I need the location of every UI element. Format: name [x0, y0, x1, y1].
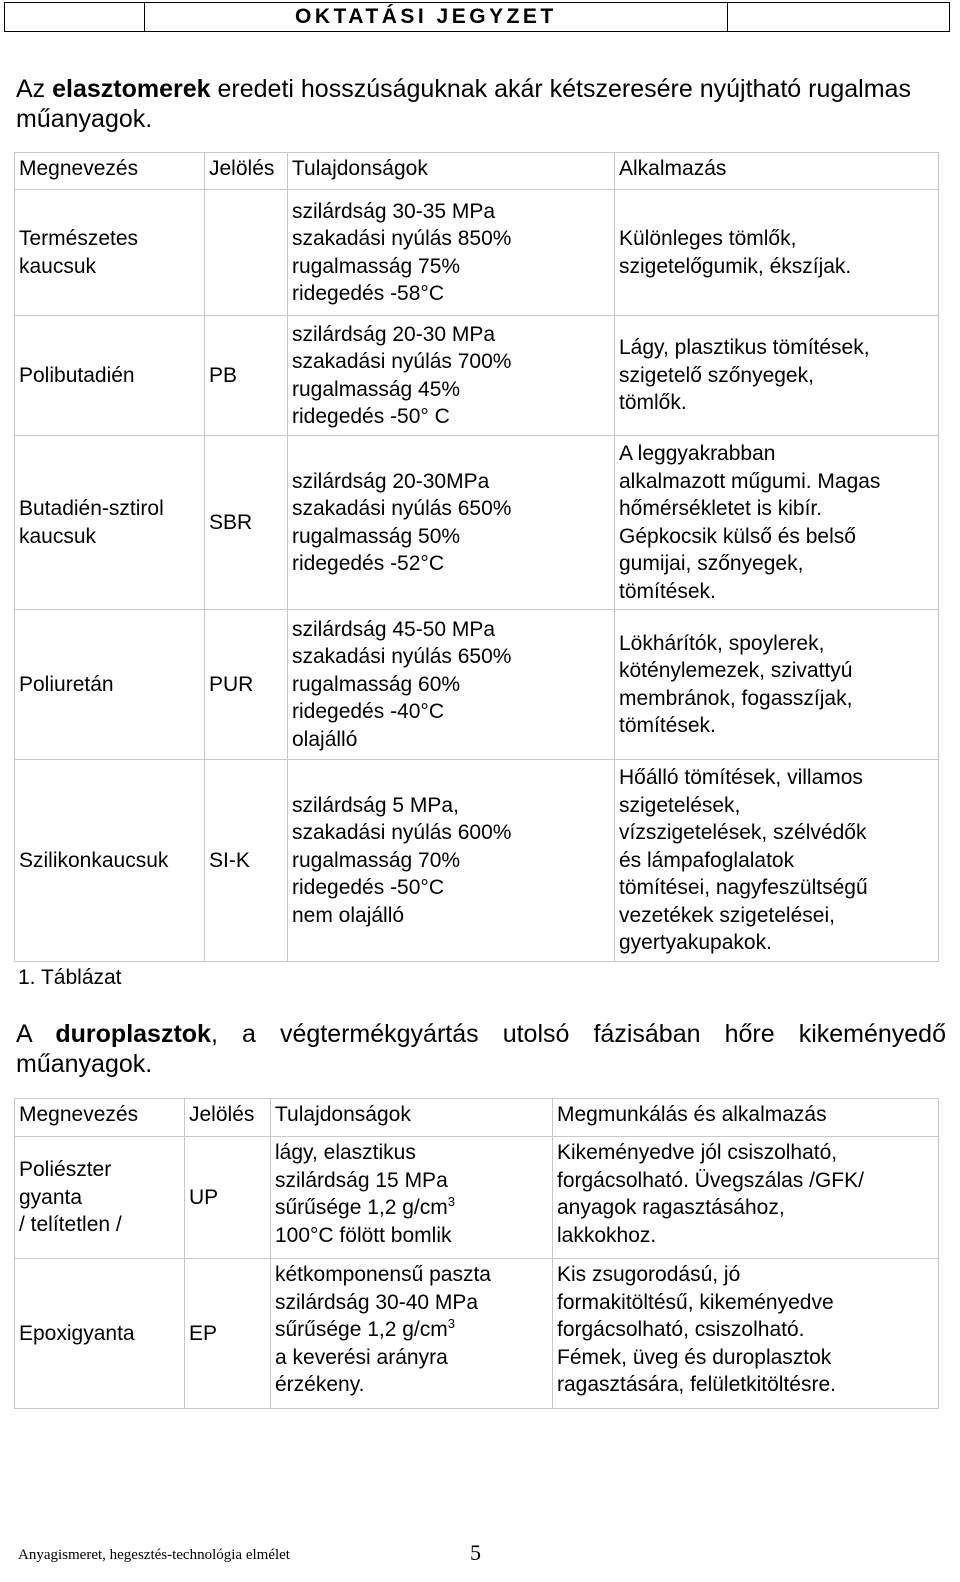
material-application: [615, 610, 939, 760]
material-properties-line: rugalmasság 60%: [292, 672, 461, 696]
material-code: UP: [185, 1137, 271, 1259]
col-header-name: Megnevezés: [15, 1099, 185, 1137]
material-application: [615, 760, 939, 962]
material-application-line: tömítések.: [619, 714, 716, 737]
material-properties-line: szilárdság 5 MPa,: [292, 793, 459, 817]
material-name: [15, 190, 205, 316]
material-name-line: Természetes: [19, 227, 139, 250]
material-name-line: gyanta: [19, 1185, 83, 1209]
col-header-code: Jelölés: [185, 1099, 271, 1137]
material-code: PUR: [205, 610, 288, 760]
material-application: [553, 1259, 939, 1409]
material-name-line: kaucsuk: [19, 524, 97, 548]
col-header-code: Jelölés: [205, 153, 288, 190]
material-properties-line: ridegedés -50° C: [292, 405, 450, 428]
material-application-line: szigetelőgumik, ékszíjak.: [619, 254, 852, 278]
material-properties-line: szakadási nyúlás 650%: [292, 645, 512, 669]
material-application-line: gumijai, szőnyegek,: [619, 552, 804, 575]
material-application: [615, 436, 939, 610]
material-properties: [288, 316, 615, 436]
col-header-name: Megnevezés: [15, 153, 205, 190]
material-application-line: tömítések.: [619, 579, 716, 603]
material-code: SI-K: [205, 760, 288, 962]
table-row: [15, 760, 939, 962]
material-application-line: tömlők.: [619, 391, 687, 415]
material-properties-line: érzékeny.: [275, 1373, 365, 1396]
material-application-line: lakkokhoz.: [557, 1223, 657, 1247]
material-application-line: vízszigetelések, szélvédők: [619, 821, 867, 845]
material-name: [15, 316, 205, 436]
density-exponent: 3: [447, 1316, 455, 1331]
elastomer-table: [14, 152, 939, 962]
table-caption: 1. Táblázat: [18, 966, 122, 989]
material-properties-line: 100°C fölött bomlik: [275, 1223, 452, 1247]
material-name: [15, 610, 205, 760]
material-properties-line: ridegedés -52°C: [292, 552, 444, 575]
material-code: EP: [185, 1259, 271, 1409]
material-application-line: és lámpafoglalatok: [619, 848, 795, 872]
material-properties-line: szilárdság 15 MPa: [275, 1168, 448, 1192]
table-row: [15, 610, 939, 760]
material-properties-line: szakadási nyúlás 600%: [292, 821, 512, 845]
material-application-line: Fémek, üveg és duroplasztok: [557, 1345, 832, 1369]
material-application-line: membránok, fogasszíjak,: [619, 686, 853, 710]
material-application-line: formakitöltésű, kikeményedve: [557, 1290, 834, 1314]
footer-course-title: Anyagismeret, hegesztés-technológia elmélet: [18, 1547, 290, 1563]
material-properties-line: olajálló: [292, 727, 358, 751]
table-row: [15, 1137, 939, 1259]
material-properties-line: szilárdság 45-50 MPa: [292, 617, 496, 641]
density-line: [275, 1316, 548, 1344]
material-application: [615, 316, 939, 436]
page-number: 5: [470, 1540, 481, 1565]
col-header-properties: Tulajdonságok: [271, 1099, 553, 1137]
material-properties-line: szilárdság 30-35 MPa: [292, 199, 496, 223]
header-title: OKTATÁSI JEGYZET: [145, 3, 728, 31]
table-row: [15, 190, 939, 316]
density-line: [275, 1194, 548, 1222]
material-name-line: kaucsuk: [19, 254, 97, 278]
material-properties: [288, 436, 615, 610]
material-properties-line: szilárdság 20-30MPa: [292, 469, 490, 493]
material-application-line: tömítései, nagyfeszültségű: [619, 876, 868, 900]
intro-elastomers: Az elasztomerek eredeti hosszúságuknak akár kétszeresére nyújtható rugalmas műanyagok.: [16, 75, 911, 133]
material-application-line: Kis zsugorodású, jó: [557, 1263, 741, 1286]
material-name-line: Epoxigyanta: [19, 1321, 135, 1345]
term-duroplasts: duroplasztok: [55, 1020, 211, 1048]
material-application-line: vezetékek szigetelései,: [619, 903, 835, 927]
material-application-line: szigetelő szőnyegek,: [619, 363, 814, 387]
material-properties-line: szilárdság 20-30 MPa: [292, 322, 496, 346]
material-properties: [288, 610, 615, 760]
col-header-properties: Tulajdonságok: [288, 153, 615, 190]
material-name-line: Poliuretán: [19, 672, 114, 696]
material-application-line: Gépkocsik külső és belső: [619, 524, 856, 548]
density-text: sűrűsége 1,2 g/cm: [275, 1196, 448, 1219]
material-code: [205, 190, 288, 316]
material-name: [15, 1259, 185, 1409]
table-row: [15, 1259, 939, 1409]
material-properties-line: kétkomponensű paszta: [275, 1263, 491, 1286]
material-properties-line: a keverési arányra: [275, 1345, 448, 1369]
term-elastomers: elasztomerek: [52, 75, 211, 103]
material-properties: [271, 1137, 553, 1259]
col-header-application: Alkalmazás: [615, 153, 939, 190]
table-row: [15, 436, 939, 610]
material-application-line: Különleges tömlők,: [619, 227, 797, 250]
material-properties-line: nem olajálló: [292, 903, 405, 927]
material-properties-line: szakadási nyúlás 850%: [292, 227, 512, 250]
material-name: [15, 760, 205, 962]
material-name-line: Poliészter: [19, 1158, 112, 1182]
material-application-line: köténylemezek, szivattyú: [619, 659, 853, 682]
page-header: [4, 2, 950, 32]
material-application-line: gyertyakupakok.: [619, 931, 772, 955]
material-code: SBR: [205, 436, 288, 610]
material-code: PB: [205, 316, 288, 436]
material-properties-line: rugalmasság 70%: [292, 848, 461, 872]
material-application-line: szigetelések,: [619, 793, 741, 817]
material-properties-line: ridegedés -50°C: [292, 876, 444, 900]
material-application-line: ragasztására, felületkitöltésre.: [557, 1373, 836, 1396]
material-name: [15, 436, 205, 610]
material-application-line: Lágy, plasztikus tömítések,: [619, 336, 870, 360]
material-properties: [288, 760, 615, 962]
material-application-line: Hőálló tömítések, villamos: [619, 766, 863, 790]
material-properties: [271, 1259, 553, 1409]
duroplast-table: [14, 1098, 939, 1409]
table-row: [15, 316, 939, 436]
col-header-processing: Megmunkálás és alkalmazás: [553, 1099, 939, 1137]
material-properties-line: rugalmasság 45%: [292, 377, 461, 401]
material-application: [615, 190, 939, 316]
material-properties-line: lágy, elasztikus: [275, 1141, 416, 1164]
material-application-line: alkalmazott műgumi. Magas: [619, 469, 881, 493]
material-properties-line: rugalmasság 75%: [292, 254, 461, 278]
material-name: [15, 1137, 185, 1259]
material-properties-line: ridegedés -40°C: [292, 700, 444, 724]
material-properties: [288, 190, 615, 316]
material-properties-line: szilárdság 30-40 MPa: [275, 1290, 479, 1314]
material-properties-line: ridegedés -58°C: [292, 282, 444, 305]
material-application-line: forgácsolható, csiszolható.: [557, 1318, 805, 1341]
density-exponent: 3: [447, 1194, 455, 1209]
material-properties-line: szakadási nyúlás 700%: [292, 350, 512, 373]
density-text: sűrűsége 1,2 g/cm: [275, 1318, 448, 1341]
material-properties-line: rugalmasság 50%: [292, 524, 461, 548]
intro-duroplasts: A duroplasztok, a végtermékgyártás utolsó fázisában hőre kikeményedő műanyagok.: [16, 1020, 946, 1078]
header-cell-left: [5, 3, 145, 31]
material-name-line: Butadién-sztirol: [19, 497, 164, 520]
material-application-line: forgácsolható. Üvegszálas /GFK/: [557, 1168, 864, 1192]
material-properties-line: szakadási nyúlás 650%: [292, 497, 512, 520]
material-application-line: Kikeményedve jól csiszolható,: [557, 1141, 838, 1164]
table-header-row: [15, 153, 939, 190]
material-name-line: Szilikonkaucsuk: [19, 848, 169, 872]
material-application-line: anyagok ragasztásához,: [557, 1196, 785, 1219]
material-application-line: Lökhárítók, spoylerek,: [619, 631, 825, 655]
material-application-line: A leggyakrabban: [619, 442, 776, 465]
table-header-row: [15, 1099, 939, 1137]
material-application-line: hőmérsékletet is kibír.: [619, 497, 823, 520]
material-name-line: Polibutadién: [19, 363, 135, 387]
material-name-line: / telítetlen /: [19, 1213, 122, 1237]
header-cell-right: [728, 3, 949, 31]
material-application: [553, 1137, 939, 1259]
